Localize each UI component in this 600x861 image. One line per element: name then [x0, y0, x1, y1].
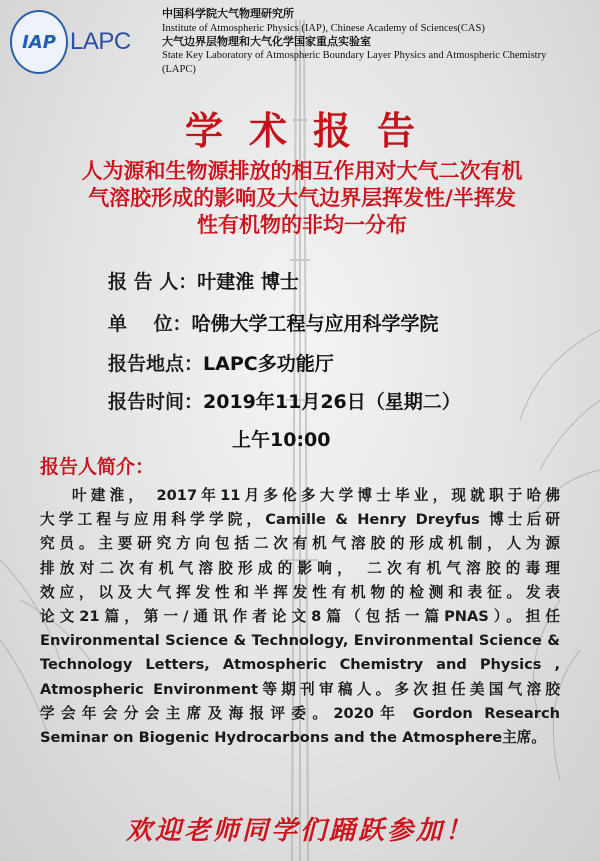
unit-value: 哈佛大学工程与应用科学学院 — [191, 313, 439, 335]
bio-line: 究员。主要研究方向包括二次有机气溶胶的形成机制，人为源 — [40, 535, 560, 553]
time-value-2: 上午10:00 — [232, 429, 331, 451]
institute-block — [162, 8, 592, 77]
bio-line: 学会年会分会主席及海报评委。2020年 Gordon Research — [40, 704, 560, 722]
institute-cn: 中国科学院大气物理研究所 — [162, 8, 294, 20]
talk-subject — [22, 158, 582, 239]
speaker-value: 叶建淮 博士 — [197, 271, 299, 293]
bio-line: 叶建淮， 2017年11月多伦多大学博士毕业，现就职于哈佛 — [72, 487, 560, 504]
speaker-row — [108, 267, 299, 294]
bio-line: 论文21篇，第一/通讯作者论文8篇（包括一篇PNAS）。担任 — [40, 608, 560, 626]
time-value: 2019年11月26日（星期二） — [203, 391, 461, 413]
lab-en-2: (LAPC) — [162, 64, 196, 76]
unit-row — [108, 309, 438, 336]
header — [0, 6, 600, 86]
subject-line: 性有机物的非均一分布 — [197, 213, 407, 237]
bio-line: Atmospheric Environment等期刊审稿人。多次担任美国气溶胶 — [40, 680, 560, 698]
bio-line: Technology Letters, Atmospheric Chemistry and Physics , — [40, 656, 560, 674]
bio-line: 大学工程与应用科学学院，Camille & Henry Dreyfus 博士后研 — [40, 511, 560, 529]
subject-line: 人为源和生物源排放的相互作用对大气二次有机 — [81, 159, 523, 183]
welcome-banner: 欢迎老师同学们踊跃参加！ — [125, 816, 474, 846]
speaker-key: 报 告 人： — [108, 271, 198, 293]
time-row — [108, 387, 461, 414]
lab-en-1: State Key Laboratory of Atmospheric Boundary Layer Physics and Atmospheric Chemistry — [162, 50, 547, 62]
time-key: 报告时间： — [108, 391, 204, 413]
place-key: 报告地点： — [108, 353, 204, 375]
bio-line: Environmental Science & Technology, Environmental Science & — [40, 632, 560, 650]
unit-key: 单 位： — [108, 313, 192, 335]
bio-line: Seminar on Biogenic Hydrocarbons and the Atmosphere主席。 — [40, 729, 546, 747]
place-row — [108, 349, 334, 376]
page-title: 学术报告 — [184, 109, 441, 153]
bio-paragraph — [40, 484, 560, 750]
bio-heading: 报告人简介： — [40, 456, 155, 478]
bio-line: 效应，以及大气挥发性和半挥发性有机物的检测和表征。发表 — [40, 583, 560, 601]
place-value: LAPC多功能厅 — [203, 353, 334, 375]
time-row-2 — [232, 425, 330, 452]
institute-en: Institute of Atmospheric Physics (IAP), Chinese Academy of Sciences(CAS) — [162, 22, 485, 34]
bio-line: 排放对二次有机气溶胶形成的影响， 二次有机气溶胶的毒理 — [40, 559, 560, 577]
lapc-logo: LAPC — [70, 28, 131, 55]
subject-line: 气溶胶形成的影响及大气边界层挥发性/半挥发 — [88, 186, 516, 210]
lab-cn: 大气边界层物理和大气化学国家重点实验室 — [162, 35, 371, 48]
iap-logo: IAP — [10, 10, 68, 74]
